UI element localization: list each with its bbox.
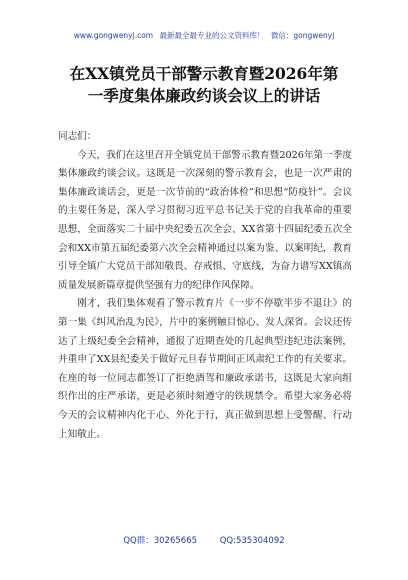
document-title (40, 63, 368, 107)
paragraph-2: 刚才，我们集体观看了警示教育片《一步不停歇半步不退让》的第一集《纠风治乱为民》，片中的案例触目惊心、发人深省。会议还传达了上级纪委全会精神，通报了近期查处的几起典型违纪违法案例，并重申了XX县纪委关于做好元旦春节期间正风肃纪工作的有关要求。在座的每一位同志都签订了拒绝酒驾和廉政承诺书，这既是大家向组织作出的庄严承诺，更是必须时刻遵守的铁规禁令。希望大家务必将今天的会议精神内化于心、外化于行，真正做到思想上受警醒、行动上知敬止。 (58, 298, 352, 440)
page-footer (0, 534, 408, 546)
header-slogan: 最新最全最专业的公文资料库！ (159, 31, 265, 40)
header-wechat: 微信：gongwenyj (270, 31, 335, 40)
greeting: 同志们： (58, 131, 97, 142)
title-line-1: 在XX镇党员干部警示教育暨2026年第 (69, 64, 339, 83)
page-header (0, 30, 408, 41)
title-line-2: 一季度集体廉政约谈会议上的讲话 (87, 86, 321, 105)
paragraph-1: 今天，我们在这里召开全镇党员干部警示教育暨2026年第一季度集体廉政约谈会议。这既是一次深刻的警示教育会，也是一次严肃的集体廉政谈话会，更是一次节前的“政治体检”和思想“防疫针”。会议的主要任务是，深入学习贯彻习近平总书记关于党的自我革命的重要思想，全面落实二十届中央纪委五次全会、XX省第十四届纪委五次全会和XX市第五届纪委第六次全会精神通过以案为鉴、以案明纪，教育引导全镇广大党员干部知敬畏、存戒惧、守底线，为奋力谱写XX镇高质量发展新篇章提供坚强有力的纪律作风保障。 (58, 149, 352, 291)
document-body (58, 128, 352, 444)
footer-qq-group: QQ群：30265665 (123, 536, 198, 546)
footer-qq-number: QQ:535304092 (219, 536, 285, 546)
header-site-url[interactable]: www.gongwenyj.com (73, 31, 154, 40)
